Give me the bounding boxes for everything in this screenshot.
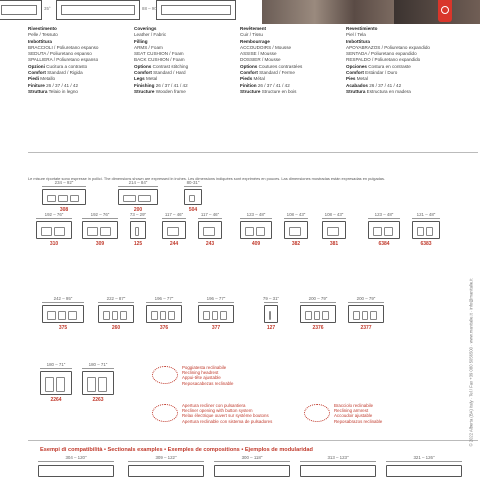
spec-line: Pieds Métal <box>240 76 265 82</box>
spec-line: Legs Metal <box>134 76 158 82</box>
module-code: 6383 <box>420 241 432 247</box>
module-item[interactable] <box>96 296 136 336</box>
spec-line: APOYABRAZOS / Poliuretano expandido <box>346 44 430 50</box>
example-composition[interactable] <box>384 455 464 477</box>
module-drawing <box>82 221 118 239</box>
sofa-thumbnail-3 <box>156 0 236 20</box>
module-code: 309 <box>95 241 105 247</box>
spec-line: Piedi Metallo <box>28 76 56 82</box>
dimension-line <box>146 302 182 303</box>
example-composition[interactable] <box>36 455 116 477</box>
module-item[interactable] <box>38 362 74 408</box>
example-width: 309 – 122" <box>155 455 177 460</box>
spec-line: Finishing 26 / 37 / 41 / 42 <box>134 82 188 88</box>
example-width: 304 – 120" <box>65 455 87 460</box>
section-divider <box>28 152 478 153</box>
example-width: 313 – 123" <box>327 455 349 460</box>
module-drawing <box>146 305 182 323</box>
module-code: 125 <box>133 241 143 247</box>
module-item[interactable] <box>40 296 86 336</box>
example-drawing <box>128 465 204 477</box>
example-drawing <box>214 465 290 477</box>
spec-line: Imbottitura <box>346 38 370 44</box>
dimension-line <box>284 218 308 219</box>
module-drawing <box>162 221 186 239</box>
module-drawing <box>368 221 400 239</box>
spec-column <box>240 26 302 95</box>
spec-line: Finiture 26 / 37 / 41 / 42 <box>28 82 79 88</box>
spec-line: Structure Structure en bois <box>240 88 297 94</box>
dimension-line <box>40 368 72 369</box>
spec-line: Rembourrage <box>240 38 270 44</box>
spec-line: SEAT CUSHION / Foam <box>134 51 184 57</box>
module-width: 192 – 76" <box>44 212 64 217</box>
module-code: 200 <box>133 207 143 213</box>
spec-line: Leather / Fabric <box>134 32 167 38</box>
dimension-line <box>82 368 114 369</box>
module-width: 108 – 43" <box>324 212 344 217</box>
sofa-thumbnail-2 <box>56 0 140 20</box>
spec-line: Options Contrast stitching <box>134 63 189 69</box>
example-width: 321 – 126" <box>413 455 435 460</box>
module-code: 2264 <box>50 397 62 403</box>
dimension-line <box>130 218 146 219</box>
module-width: 79 – 31" <box>262 296 280 301</box>
spec-line: SEDUTA / Poliuretano espanso <box>28 51 92 57</box>
legend-recliner: Apertura recliner con pulsantiera Recliner opening with button system Relax électrique ouvert sur système boutons Apertura reclinable con sistema de pulsadores <box>182 403 273 424</box>
module-drawing <box>300 305 336 323</box>
dimension-line <box>42 302 84 303</box>
module-drawing <box>82 371 114 395</box>
module-drawing <box>240 221 272 239</box>
spec-line: Finition 26 / 37 / 41 / 42 <box>240 82 290 88</box>
module-item[interactable] <box>144 296 184 336</box>
module-width: 121 – 48" <box>416 212 436 217</box>
module-item[interactable] <box>196 296 236 336</box>
dimension-note: Le misure riportate sono espresse in pollici. The dimensions shown are expressed in inches. Les dimensions indiquées sont exprimées en pouces. Las dimensiones mostradas están expresadas en pulgadas. <box>28 176 385 181</box>
dimension-line <box>162 218 186 219</box>
spec-line: SPALLIERA / Poliuretano espanso <box>28 57 99 63</box>
module-item[interactable] <box>80 362 116 408</box>
module-width: 180 – 71" <box>88 362 108 367</box>
module-width: 108 – 43" <box>286 212 306 217</box>
sofa-thumbnail-1 <box>0 0 42 20</box>
module-drawing <box>40 371 72 395</box>
spec-column <box>28 26 98 95</box>
dimension-line <box>412 218 440 219</box>
dimension-line <box>240 218 272 219</box>
spec-line: Comfort Estándar / Duro <box>346 70 398 76</box>
module-drawing <box>284 221 308 239</box>
module-item[interactable] <box>366 212 402 252</box>
module-width: 200 – 79" <box>308 296 328 301</box>
module-code: 375 <box>58 325 68 331</box>
module-drawing <box>322 221 346 239</box>
module-width: 192 – 76" <box>90 212 110 217</box>
module-code: 409 <box>251 241 261 247</box>
dimension-line <box>348 302 384 303</box>
dimension-line <box>98 302 134 303</box>
module-width: 123 – 48" <box>246 212 266 217</box>
dimension-line <box>322 218 346 219</box>
module-drawing <box>118 189 158 205</box>
example-drawing <box>386 465 462 477</box>
spec-line: DOSSIER / Mousse <box>240 57 281 63</box>
module-drawing <box>98 305 134 323</box>
spec-line: Comfort Standard / Ferme <box>240 70 295 76</box>
module-item[interactable] <box>34 212 74 252</box>
spec-line: Comfort Standard / Rigida <box>28 70 83 76</box>
legend-headrest: Poggiatesta reclinabile Reclining headrest Appui-tête ajustable Reposacabezas reclinable <box>182 365 234 386</box>
example-composition[interactable] <box>126 455 206 477</box>
module-item[interactable] <box>160 212 188 252</box>
example-drawing <box>38 465 114 477</box>
spec-line: ASSISE / Mousse <box>240 51 277 57</box>
spec-line: Piel / Tela <box>346 32 366 38</box>
dimension-line <box>368 218 400 219</box>
module-width: 117 – 46" <box>164 212 184 217</box>
example-composition[interactable] <box>298 455 378 477</box>
module-drawing <box>42 305 84 323</box>
dimension-line <box>300 302 336 303</box>
spec-line: Opzioni Cucitura a contrasto <box>28 63 88 69</box>
spec-heading: Revêtement <box>240 26 267 31</box>
module-item[interactable] <box>410 212 442 252</box>
examples-title: Esempi di compatibilità • Sectionals examples • Exemples de compositions • Ejemplos de modularidad <box>40 447 313 453</box>
product-photo <box>262 0 394 24</box>
spec-column <box>346 26 430 95</box>
module-drawing <box>198 305 234 323</box>
examples-divider <box>28 440 478 441</box>
spec-line: Pelle / Tessuto <box>28 32 58 38</box>
module-code: 382 <box>291 241 301 247</box>
dimension-line <box>42 186 86 187</box>
module-code: 381 <box>329 241 339 247</box>
spec-line: SENTADA / Poliuretano expandido <box>346 51 417 57</box>
module-code: 260 <box>111 325 121 331</box>
module-width: 117 – 46" <box>200 212 220 217</box>
module-width: 196 – 77" <box>206 296 226 301</box>
product-photo-detail <box>394 0 480 24</box>
module-width: 214 – 84" <box>128 180 148 185</box>
spec-line: BACK CUSHION / Foam <box>134 57 185 63</box>
module-code: 2376 <box>312 325 324 331</box>
module-drawing <box>264 305 278 323</box>
spec-column <box>134 26 188 95</box>
spec-heading: Rivestimento <box>28 26 57 31</box>
module-width: 123 – 48" <box>374 212 394 217</box>
dimension-line <box>184 186 202 187</box>
module-width: 222 – 87" <box>106 296 126 301</box>
module-width: 73 – 29" <box>129 212 147 217</box>
module-code: 244 <box>169 241 179 247</box>
spec-line: Pies Metal <box>346 76 368 82</box>
module-code: 310 <box>49 241 59 247</box>
module-item[interactable] <box>238 212 274 252</box>
module-item[interactable] <box>298 296 338 336</box>
spec-line: Imbottitura <box>28 38 52 44</box>
spec-line: Struttura Telaio in legno <box>28 88 78 94</box>
module-width: 196 – 77" <box>154 296 174 301</box>
dimension-line <box>82 218 118 219</box>
module-drawing <box>198 221 222 239</box>
module-drawing <box>184 189 202 205</box>
module-item[interactable] <box>262 296 280 336</box>
side-copyright: © 2022 Alberta (BA) Italy · Tel / Fax +39 080 5056500 · www.manitalie.it · info@manitalie.it <box>468 278 474 447</box>
module-drawing <box>36 221 72 239</box>
module-code: 6384 <box>378 241 390 247</box>
spec-line: ARMS / Foam <box>134 44 163 50</box>
recliner-icon <box>152 404 178 422</box>
module-code: 2263 <box>92 397 104 403</box>
example-width: 300 – 118" <box>241 455 263 460</box>
dimension-line <box>264 302 278 303</box>
module-item[interactable] <box>320 212 348 252</box>
module-item[interactable] <box>128 212 148 252</box>
spec-line: Options Coutures contrastées <box>240 63 303 69</box>
dimension-line <box>118 186 158 187</box>
module-item[interactable] <box>346 296 386 336</box>
spec-line: Opciones Costura en contraste <box>346 63 411 69</box>
spec-heading: Coverings <box>134 26 157 31</box>
example-drawing <box>300 465 376 477</box>
module-code: 243 <box>205 241 215 247</box>
spec-line: Acabados 26 / 37 / 41 / 42 <box>346 82 402 88</box>
legend-armrest: Bracciolo reclinabile Reclining armrest Accoudoir ajustable Reposabrazos reclinable <box>334 403 383 424</box>
armrest-icon <box>304 404 330 422</box>
module-drawing <box>42 189 86 205</box>
spec-line: RESPALDO / Poliuretano expandido <box>346 57 421 63</box>
module-width: 234 – 92" <box>54 180 74 185</box>
example-composition[interactable] <box>212 455 292 477</box>
module-code: 377 <box>211 325 221 331</box>
module-width: 180 – 71" <box>46 362 66 367</box>
module-drawing <box>412 221 440 239</box>
top-product-strip <box>0 0 480 24</box>
module-width: 80-31" <box>186 180 200 185</box>
module-code: 2377 <box>360 325 372 331</box>
module-width: 200 – 79" <box>356 296 376 301</box>
module-code: 127 <box>266 325 276 331</box>
module-item[interactable] <box>196 212 224 252</box>
module-drawing <box>130 221 146 239</box>
spec-line: ACCOUDOIRS / Mousse <box>240 44 292 50</box>
dimension-line <box>198 218 222 219</box>
brand-logo-icon <box>438 0 452 22</box>
spec-line: BRACCIOLI / Poliuretano espanso <box>28 44 99 50</box>
dimension-line <box>198 302 234 303</box>
spec-heading: Revestimiento <box>346 26 378 31</box>
dim-88: 88 – 90 <box>142 6 157 11</box>
module-item[interactable] <box>80 212 120 252</box>
spec-line: Cuir / Tissu <box>240 32 263 38</box>
dim-35: 35° <box>44 6 51 11</box>
spec-line: Comfort Standard / Hard <box>134 70 186 76</box>
module-width: 242 – 95" <box>53 296 73 301</box>
spec-line: Struttura Estructura en madera <box>346 88 411 94</box>
module-code: 308 <box>59 207 69 213</box>
module-item[interactable] <box>282 212 310 252</box>
module-code: 376 <box>159 325 169 331</box>
dimension-line <box>36 218 72 219</box>
module-drawing <box>348 305 384 323</box>
headrest-icon <box>152 366 178 384</box>
spec-line: Structure Wooden frame <box>134 88 186 94</box>
spec-line: Filling <box>134 38 148 44</box>
module-code: 504 <box>188 207 198 213</box>
